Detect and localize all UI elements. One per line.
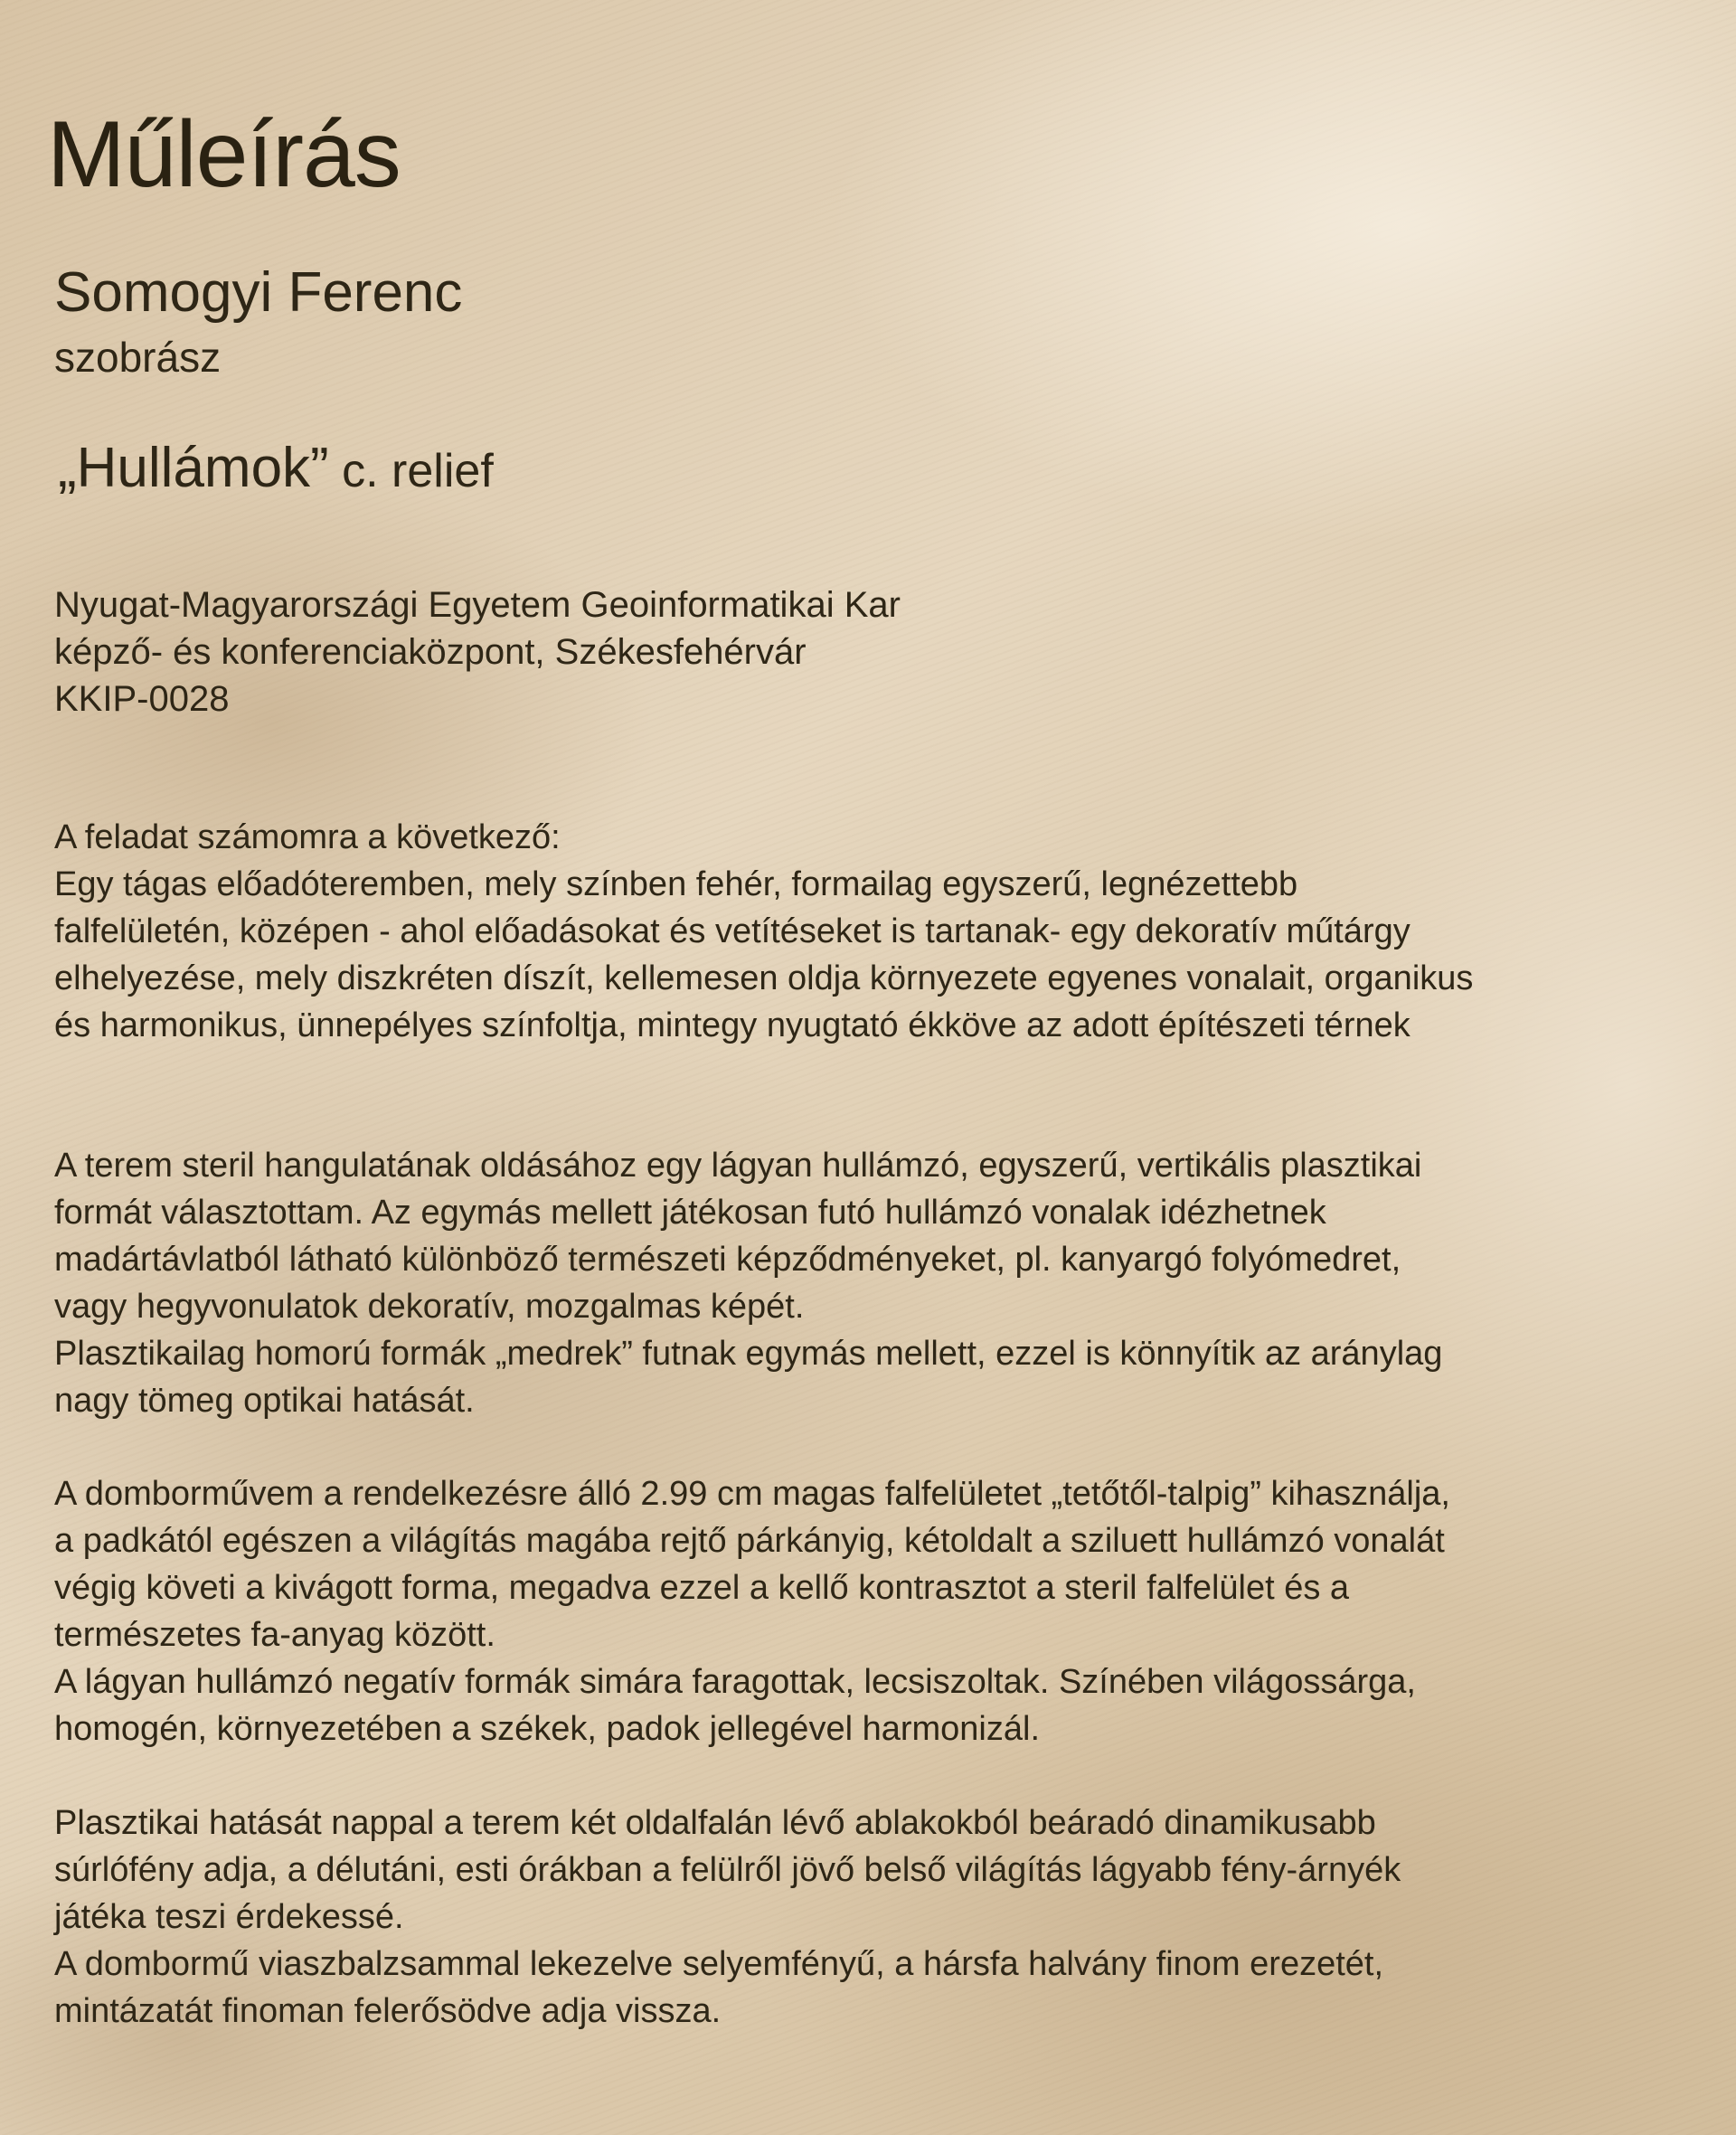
text-line: A feladat számomra a következő: <box>54 818 561 856</box>
text-line: Plasztikai hatását nappal a terem két oldalfalán lévő ablakokból beáradó dinamikusabb <box>54 1804 1376 1842</box>
text-line: Egy tágas előadóteremben, mely színben fehér, formailag egyszerű, legnézettebb <box>54 865 1298 903</box>
venue-line: képző- és konferenciaközpont, Székesfehérvár <box>54 632 807 672</box>
text-line: homogén, környezetében a székek, padok jellegével harmonizál. <box>54 1710 1040 1748</box>
text-line: vagy hegyvonulatok dekoratív, mozgalmas képét. <box>54 1288 805 1326</box>
paragraph-task <box>54 814 1691 1049</box>
text-line: A lágyan hullámzó negatív formák simára faragottak, lecsiszoltak. Színében világossárga, <box>54 1663 1416 1701</box>
text-line: elhelyezése, mely diszkréten díszít, kellemesen oldja környezete egyenes vonalait, organikus <box>54 959 1474 997</box>
text-line: játéka teszi érdekessé. <box>54 1898 404 1936</box>
text-line: és harmonikus, ünnepélyes színfoltja, mintegy nyugtató ékköve az adott építészeti térnek <box>54 1006 1410 1044</box>
text-line: végig követi a kivágott forma, megadva ezzel a kellő kontrasztot a steril falfelület és a <box>54 1569 1350 1607</box>
text-line: súrlófény adja, a délutáni, esti órákban a felülről jövő belső világítás lágyabb fény-árnyék <box>54 1851 1401 1889</box>
text-line: A terem steril hangulatának oldásához egy lágyan hullámzó, egyszerű, vertikális plasztikai <box>54 1147 1422 1185</box>
paragraph-concept <box>54 1142 1691 1424</box>
author-name: Somogyi Ferenc <box>54 261 463 324</box>
work-title-name: „Hullámok” <box>58 437 329 499</box>
author-role: szobrász <box>54 334 222 381</box>
text-line: A dombormű viaszbalzsammal lekezelve selyemfényű, a hársfa halvány finom erezetét, <box>54 1945 1384 1983</box>
text-line: nagy tömeg optikai hatását. <box>54 1382 475 1420</box>
location-info <box>54 581 901 723</box>
institution-line: Nyugat-Magyarországi Egyetem Geoinformatikai Kar <box>54 585 901 625</box>
text-line: természetes fa-anyag között. <box>54 1616 495 1654</box>
text-line: formát választottam. Az egymás mellett játékosan futó hullámzó vonalak idézhetnek <box>54 1194 1326 1232</box>
work-title <box>58 436 494 500</box>
text-line: a padkától egészen a világítás magába rejtő párkányig, kétoldalt a sziluett hullámzó vonalát <box>54 1522 1445 1560</box>
text-line: mintázatát finoman felerősödve adja vissza. <box>54 1992 722 2030</box>
paragraph-form <box>54 1470 1691 1752</box>
work-title-suffix: c. relief <box>328 445 494 497</box>
text-line: falfelületén, középen - ahol előadásokat és vetítéseket is tartanak- egy dekoratív műtárgy <box>54 912 1410 950</box>
document-title: Műleírás <box>47 102 401 207</box>
text-line: Plasztikailag homorú formák „medrek” futnak egymás mellett, ezzel is könnyítik az aránylag <box>54 1335 1443 1373</box>
text-line: madártávlatból látható különböző természeti képződményeket, pl. kanyargó folyómedret, <box>54 1241 1401 1279</box>
text-line: A domborművem a rendelkezésre álló 2.99 cm magas falfelületet „tetőtől-talpig” kihasználja, <box>54 1475 1450 1513</box>
paragraph-lighting <box>54 1800 1691 2035</box>
reference-code-line: KKIP-0028 <box>54 679 230 719</box>
